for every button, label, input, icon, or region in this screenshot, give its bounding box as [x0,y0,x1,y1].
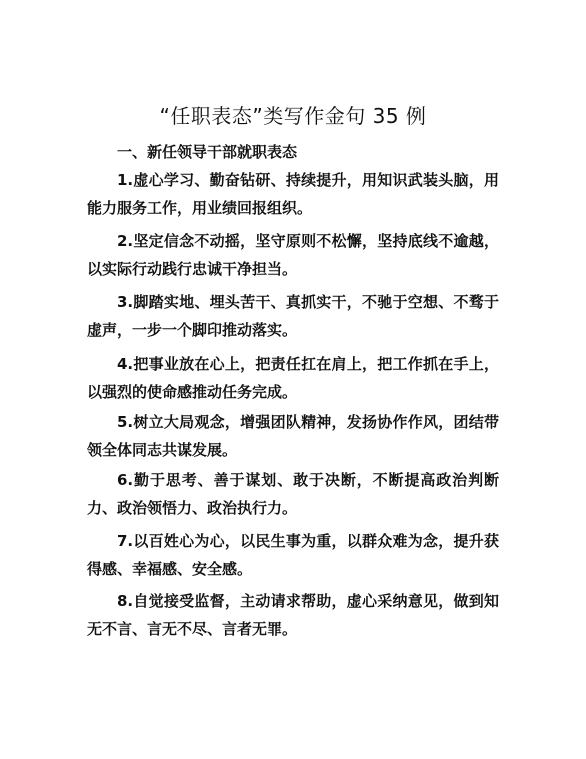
paragraph-8: 8.自觉接受监督，主动请求帮助，虚心采纳意见，做到知无不言、言无不尽、言者无罪。 [87,592,499,638]
paragraph-4: 4.把事业放在心上，把责任扛在肩上，把工作抓在手上，以强烈的使命感推动任务完成。 [87,355,499,401]
paragraph-3: 3.脚踏实地、埋头苦干、真抓实干，不驰于空想、不骛于虚声，一步一个脚印推动落实。 [87,293,499,339]
paragraph-6: 6.勤于思考、善于谋划、敢于决断，不断提高政治判断力、政治领悟力、政治执行力。 [87,471,499,517]
document-title: “任职表态”类写作金句 35 例 [159,104,427,128]
paragraph-1: 1.虚心学习、勤奋钻研、持续提升，用知识武装头脑，用能力服务工作，用业绩回报组织。 [87,171,499,217]
section-heading: 一、新任领导干部就职表态 [117,143,298,161]
paragraph-7: 7.以百姓心为心，以民生事为重，以群众难为念，提升获得感、幸福感、安全感。 [87,532,499,578]
paragraph-5: 5.树立大局观念，增强团队精神，发扬协作作风，团结带领全体同志共谋发展。 [87,413,499,459]
paragraph-2: 2.坚定信念不动摇，坚守原则不松懈，坚持底线不逾越，以实际行动践行忠诚干净担当。 [87,232,499,278]
